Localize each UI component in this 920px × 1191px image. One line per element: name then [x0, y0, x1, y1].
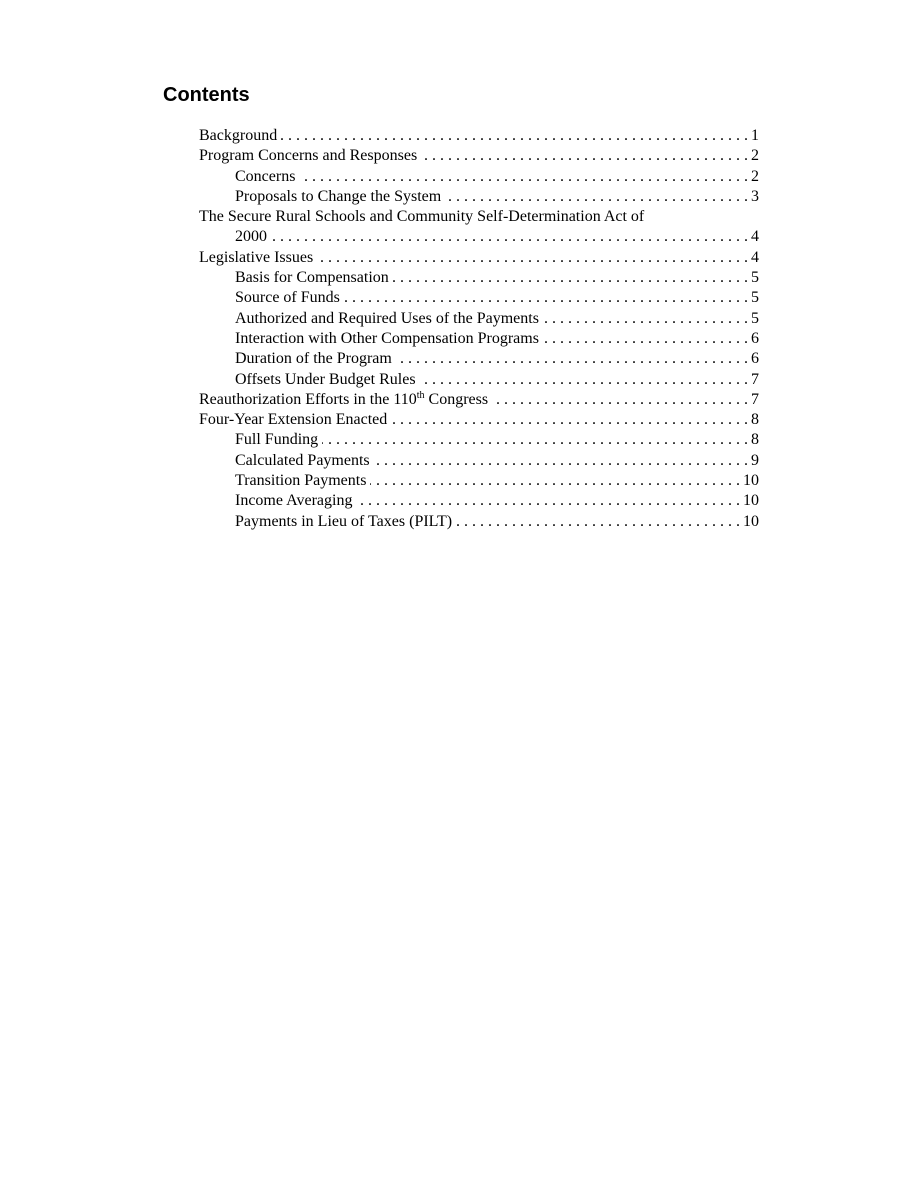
toc-entry-title: Background — [199, 127, 278, 144]
toc-entry-income-averaging[interactable] — [199, 491, 759, 511]
toc-entry-title: Interaction with Other Compensation Programs — [235, 329, 539, 347]
dot-leader — [281, 126, 748, 146]
toc-entry-title: Authorized and Required Uses of the Payments — [235, 309, 539, 327]
toc-page-number: 10 — [743, 472, 759, 490]
toc-entry-source[interactable] — [199, 288, 759, 308]
toc-entry-secure-rural-line2[interactable] — [199, 227, 759, 247]
dot-leader — [356, 491, 740, 511]
toc-page-number: 5 — [751, 289, 759, 307]
dot-leader — [543, 329, 748, 349]
toc-entry-offsets[interactable] — [199, 370, 759, 390]
toc-entry-title: Concerns — [235, 167, 296, 185]
dot-leader — [393, 268, 748, 288]
dot-leader — [370, 471, 740, 491]
toc-entry-legislative-issues[interactable] — [199, 248, 759, 268]
toc-page-number: 1 — [751, 127, 759, 144]
toc-entry-title: Program Concerns and Responses — [199, 147, 418, 165]
toc-page-number: 6 — [751, 329, 759, 347]
toc-page-number: 5 — [751, 309, 759, 327]
toc-entry-title: Calculated Payments — [235, 451, 370, 469]
dot-leader — [374, 451, 748, 471]
dot-leader — [322, 430, 748, 450]
toc-entry-title: Duration of the Program — [235, 350, 392, 368]
toc-entry-title: Payments in Lieu of Taxes (PILT) — [235, 512, 453, 530]
toc-entry-title: Income Averaging — [235, 492, 353, 510]
toc-entry-proposals[interactable] — [199, 187, 759, 207]
contents-heading: Contents — [163, 84, 250, 106]
toc-entry-title: Four-Year Extension Enacted — [199, 411, 388, 429]
toc-page-number: 6 — [751, 350, 759, 368]
toc-page-number: 7 — [751, 390, 759, 408]
dot-leader — [492, 390, 748, 410]
toc-page-number: 5 — [751, 269, 759, 287]
dot-leader — [396, 349, 748, 369]
toc-page-number: 10 — [743, 512, 759, 530]
toc-page-number: 9 — [751, 451, 759, 469]
toc-entry-pilt[interactable] — [199, 512, 759, 532]
toc-entry-title: Legislative Issues — [199, 248, 314, 266]
toc-entry-title-part: Congress — [424, 390, 489, 408]
toc-entry-title: Offsets Under Budget Rules — [235, 370, 416, 388]
dot-leader — [317, 248, 748, 268]
dot-leader — [299, 167, 748, 187]
toc-entry-reauthorization[interactable] — [199, 390, 759, 410]
toc-entry-basis[interactable] — [199, 268, 759, 288]
toc-page-number: 8 — [751, 411, 759, 429]
toc-entry-authorized[interactable] — [199, 309, 759, 329]
dot-leader — [421, 146, 748, 166]
toc-entry-concerns[interactable] — [199, 167, 759, 187]
toc-entry-title-part: Reauthorization Efforts in the 110 — [199, 390, 417, 408]
toc-entry-title: Proposals to Change the System — [235, 187, 442, 205]
toc-entry-title: Source of Funds — [235, 289, 340, 307]
table-of-contents — [199, 126, 759, 532]
toc-entry-title: The Secure Rural Schools and Community Self-Determination Act of — [199, 208, 645, 226]
dot-leader — [420, 370, 748, 390]
toc-page-number: 7 — [751, 370, 759, 388]
dot-leader — [543, 309, 748, 329]
ordinal-superscript: th — [416, 389, 425, 401]
toc-entry-full-funding[interactable] — [199, 430, 759, 450]
toc-page-number: 2 — [751, 147, 759, 165]
dot-leader — [391, 410, 748, 430]
toc-entry-transition[interactable] — [199, 471, 759, 491]
toc-entry-title: Basis for Compensation — [235, 269, 389, 287]
dot-leader — [456, 512, 740, 532]
toc-entry-title: Full Funding — [235, 431, 319, 449]
toc-page-number: 8 — [751, 431, 759, 449]
toc-page-number: 4 — [751, 248, 759, 266]
toc-page-number: 3 — [751, 187, 759, 205]
toc-entry-interaction[interactable] — [199, 329, 759, 349]
toc-entry-calculated[interactable] — [199, 451, 759, 471]
toc-entry-title — [199, 390, 492, 410]
toc-entry-four-year[interactable] — [199, 410, 759, 430]
toc-page-number: 2 — [751, 167, 759, 185]
toc-entry-program-concerns[interactable] — [199, 146, 759, 166]
toc-entry-duration[interactable] — [199, 349, 759, 369]
dot-leader — [344, 288, 748, 308]
toc-entry-title-continued: 2000 — [235, 228, 267, 246]
toc-entry-secure-rural-line1[interactable] — [199, 207, 759, 227]
dot-leader — [445, 187, 748, 207]
toc-page-number: 4 — [751, 228, 759, 246]
toc-page-number: 10 — [743, 492, 759, 510]
toc-entry-background[interactable] — [199, 126, 759, 146]
toc-entry-title: Transition Payments — [235, 472, 367, 490]
dot-leader — [271, 227, 748, 247]
